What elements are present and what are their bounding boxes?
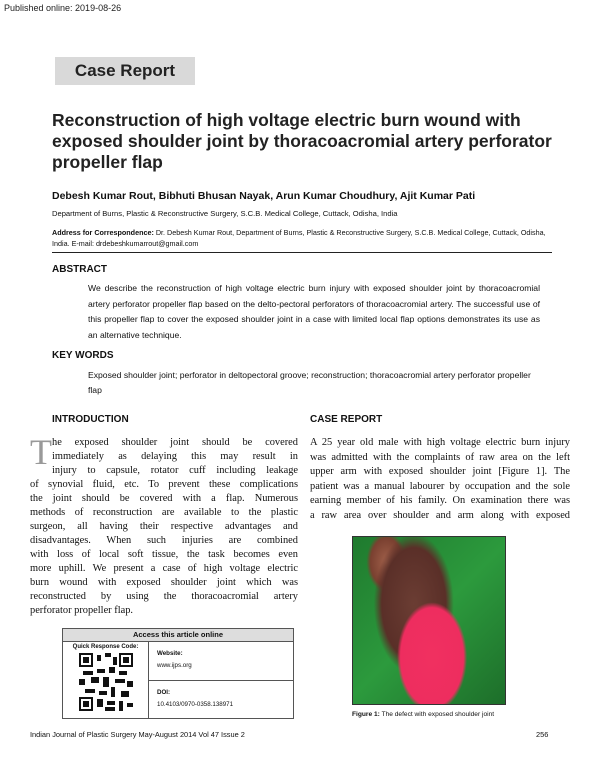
text-line: immediately as delaying this may result in — [52, 451, 298, 462]
address-text: Dr. Debesh Kumar Rout, Department of Burns, Plastic & Reconstructive Surgery, S.C.B. Medical College, Cuttack, Odisha, India. E-mail: drdebeshkumarrout@gmail.com — [52, 228, 546, 248]
page-number: 256 — [536, 730, 549, 739]
text-line: reconstructed by using the thoracoacromial artery — [30, 591, 298, 602]
divider — [52, 252, 552, 253]
introduction-heading: INTRODUCTION — [52, 414, 129, 425]
text-line: was admitted with the complaints of raw area on the left — [310, 451, 570, 463]
text-line: he exposed shoulder joint should be covered — [52, 437, 298, 448]
doi-link[interactable]: 10.4103/0970-0358.138971 — [157, 700, 234, 708]
website-cell — [149, 642, 293, 680]
section-label: Case Report — [55, 57, 195, 85]
text-line: perforator propeller flap. — [30, 605, 133, 616]
drop-cap: T — [30, 432, 52, 472]
figure-label: Figure 1: — [352, 711, 380, 718]
qr-code-icon[interactable] — [79, 653, 133, 711]
keywords-text: Exposed shoulder joint; perforator in deltopectoral groove; reconstruction; thoracoacromial artery perforator propeller flap — [88, 370, 531, 395]
text-line: the joint should be covered with a flap. Numerous — [30, 493, 298, 504]
introduction-text — [30, 432, 298, 618]
doi-label: DOI: — [157, 688, 171, 696]
text-line: methods of reconstruction are available to the plastic — [30, 507, 298, 518]
abstract-text: We describe the reconstruction of high voltage electric burn injury with exposed shoulder joint by thoracoacromial artery perforator propeller flap based on the delto-pectoral perforators of thoracoacromial artery. The successful use of this propeller flap to cover the exposed shoulder joint in a case with limited local flap options demonstrates its use as an alternative technique. — [88, 283, 540, 340]
caption-text: The defect with exposed shoulder joint — [381, 711, 495, 718]
text-line: patient was a manual labourer by occupation and the sole — [310, 480, 570, 492]
access-article-box — [62, 628, 294, 719]
department: Department of Burns, Plastic & Reconstructive Surgery, S.C.B. Medical College, Cuttack, Odisha, India — [52, 209, 398, 218]
footer-journal: Indian Journal of Plastic Surgery May-August 2014 Vol 47 Issue 2 — [30, 730, 245, 739]
text-line: A 25 year old male with high voltage electric burn injury — [310, 437, 570, 448]
text-line: earning member of his family. On examination there was — [310, 495, 570, 507]
address-label: Address for Correspondence: — [52, 228, 154, 237]
text-line: with loss of local soft tissue, the task becomes even — [30, 549, 298, 560]
qr-code-cell — [63, 642, 149, 718]
figure-caption — [352, 711, 494, 718]
access-heading: Access this article online — [63, 629, 293, 642]
keywords-heading: KEY WORDS — [52, 350, 114, 361]
text-line: more uphill. We present a case of high voltage electric — [30, 563, 298, 574]
case-report-text — [310, 436, 570, 524]
text-line: injury to capsule, rotator cuff including leakage — [52, 465, 298, 476]
figure-1-photo — [352, 536, 506, 705]
website-label: Website: — [157, 650, 183, 657]
case-report-heading: CASE REPORT — [310, 414, 383, 425]
text-line: upper arm with exposed shoulder joint [Figure 1]. The — [310, 466, 570, 478]
text-line: burn wound with exposed shoulder joint which was — [30, 577, 298, 588]
authors: Debesh Kumar Rout, Bibhuti Bhusan Nayak, Arun Kumar Choudhury, Ajit Kumar Pati — [52, 190, 476, 202]
doi-cell — [149, 680, 293, 719]
text-line: a raw area over shoulder and arm along with exposed — [310, 509, 570, 521]
qr-label: Quick Response Code: — [72, 644, 139, 650]
text-line: of synovial fluid, etc. To prevent these complications — [30, 479, 298, 490]
text-line: disadvantages. When such injuries are combined — [30, 535, 298, 546]
text-line: surgeon, all having their respective advantages and — [30, 521, 298, 532]
website-link[interactable]: www.ijps.org — [157, 662, 192, 669]
article-title: Reconstruction of high voltage electric burn wound with exposed shoulder joint by thoracoacromial artery perforator propeller flap — [52, 110, 552, 172]
published-date: Published online: 2019-08-26 — [4, 3, 122, 13]
abstract-heading: ABSTRACT — [52, 264, 107, 275]
correspondence-address — [52, 227, 552, 249]
